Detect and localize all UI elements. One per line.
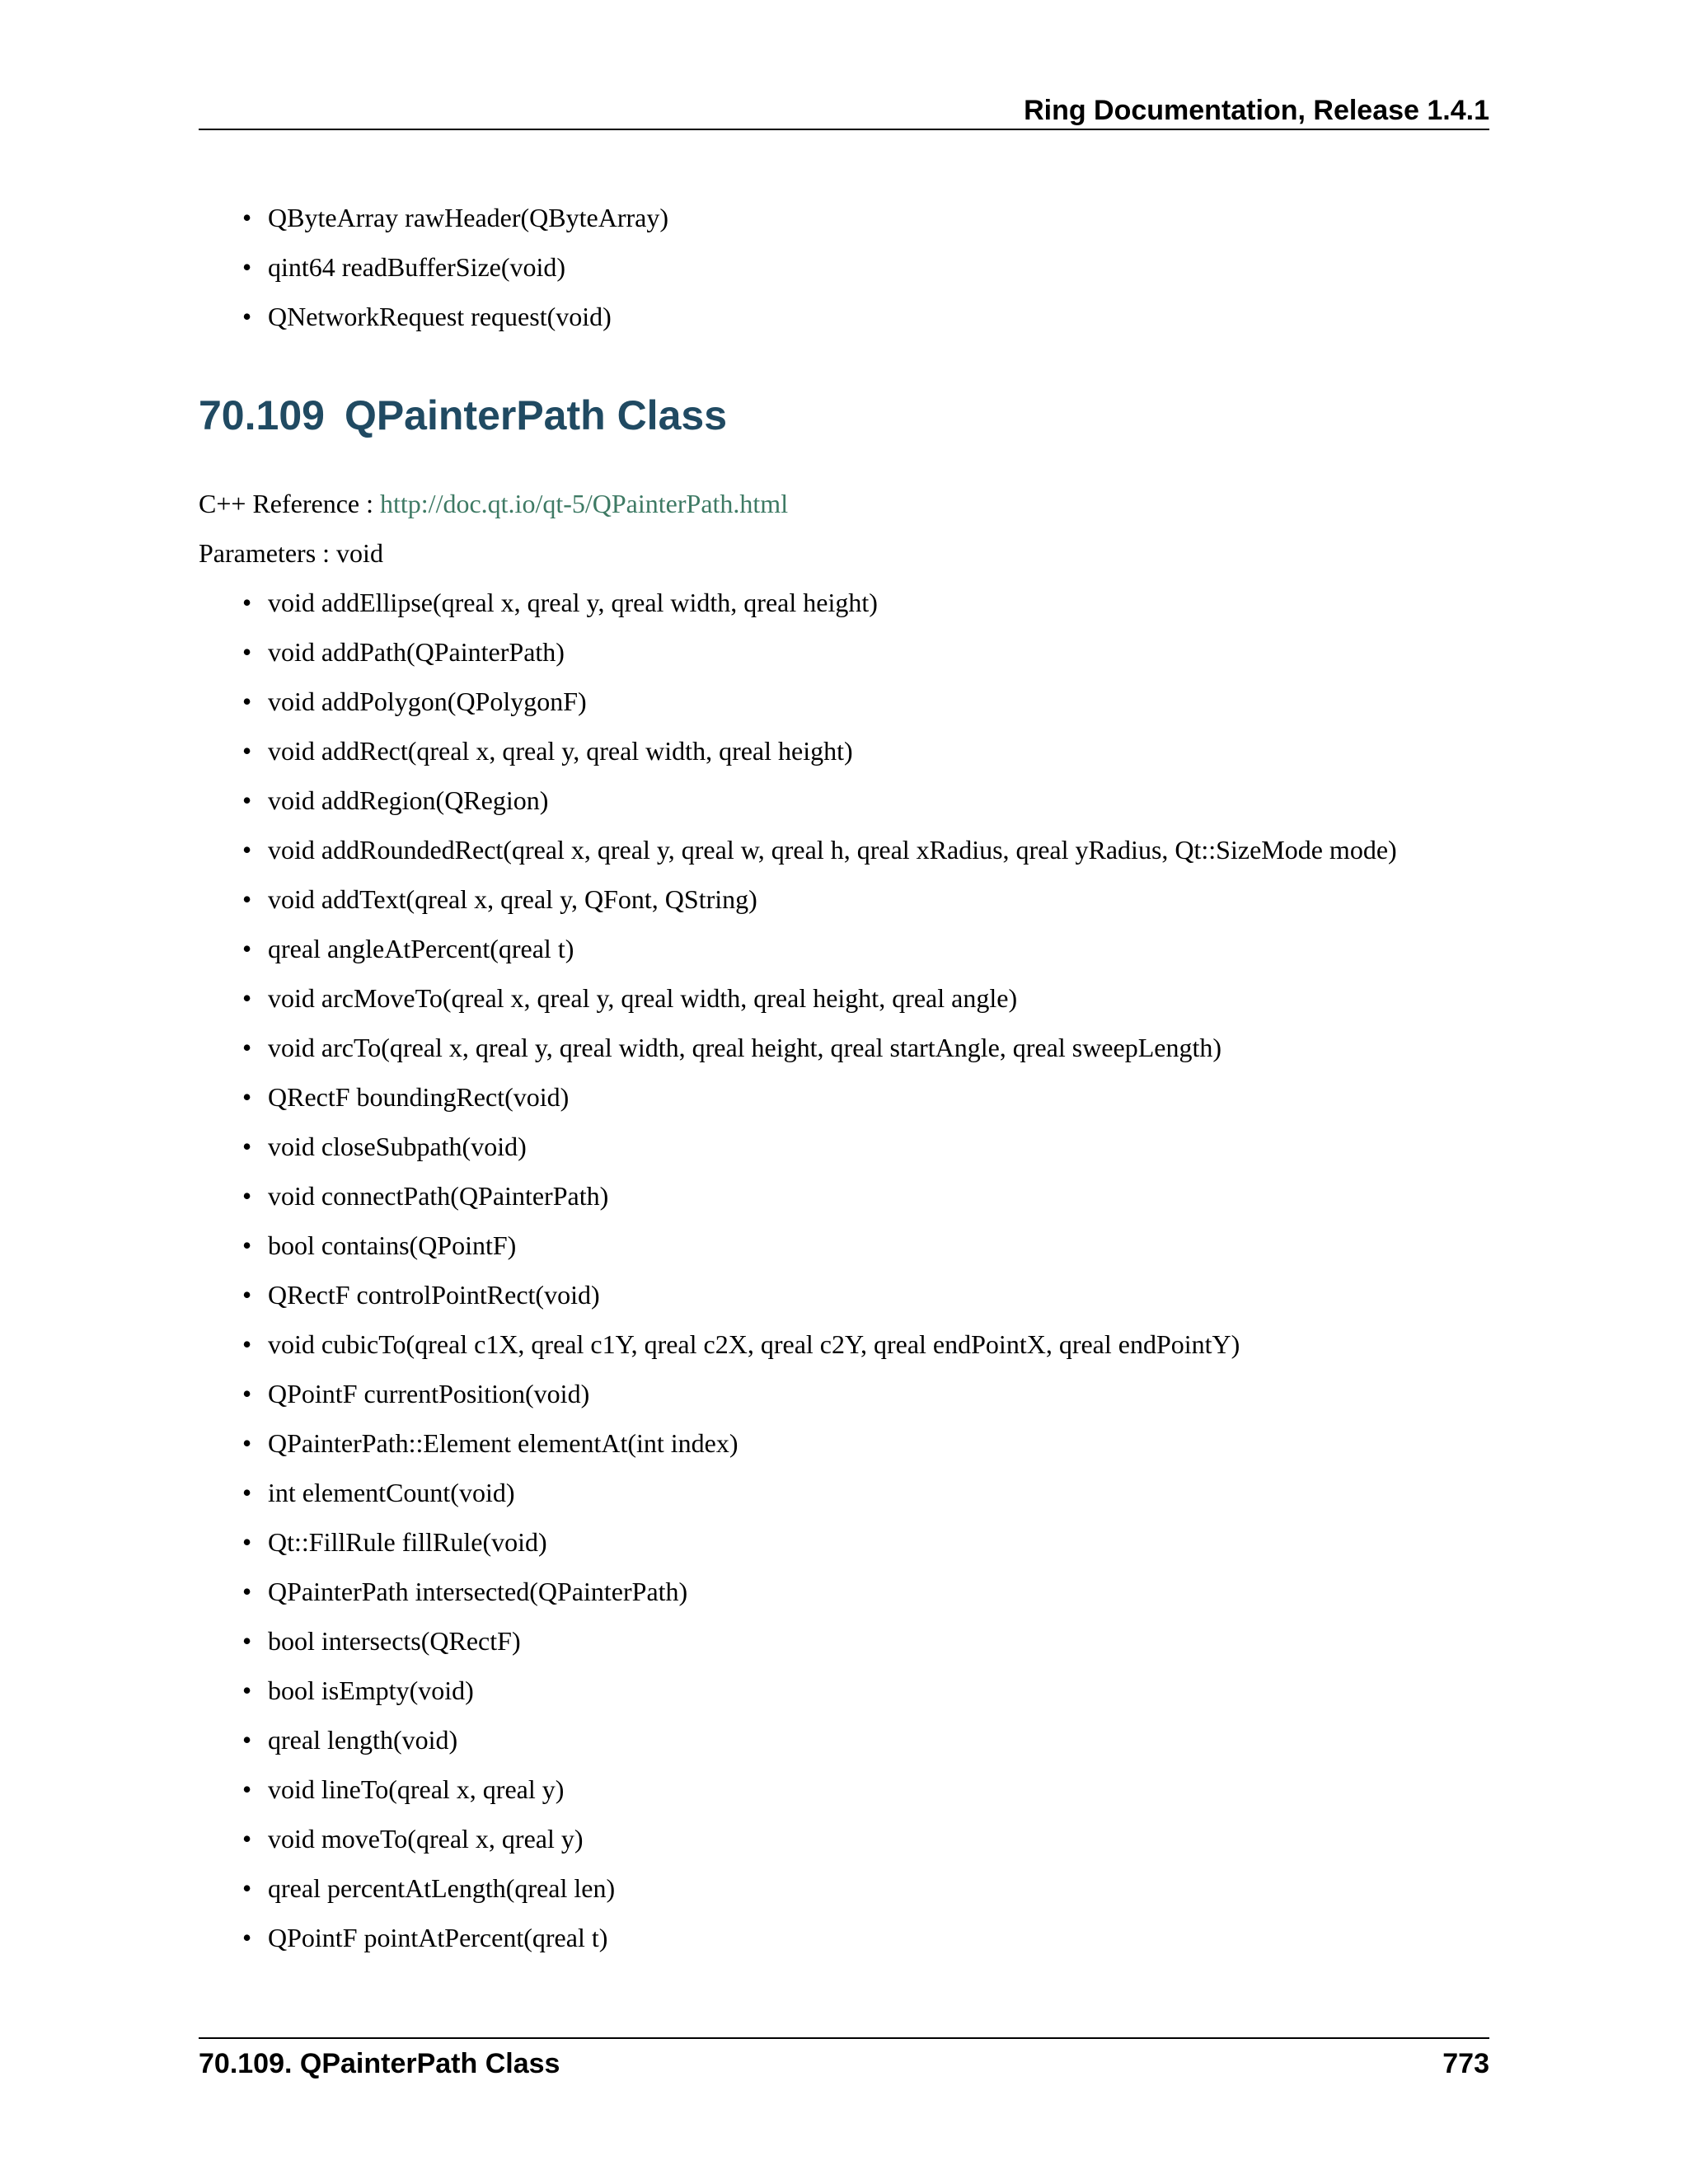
bullet-icon: • <box>242 1626 252 1656</box>
bullet-icon: • <box>242 1181 252 1211</box>
method-signature: void moveTo(qreal x, qreal y) <box>268 1824 584 1854</box>
method-signature: Qt::FillRule fillRule(void) <box>268 1527 547 1557</box>
list-item <box>242 734 1479 767</box>
bullet-icon: • <box>242 687 252 716</box>
list-item <box>242 1872 1479 1905</box>
list-item <box>242 1526 1479 1558</box>
bullet-icon: • <box>242 1379 252 1408</box>
list-item <box>242 586 1479 619</box>
method-signature: int elementCount(void) <box>268 1478 515 1507</box>
method-signature: qreal length(void) <box>268 1725 458 1755</box>
method-signature: void addRegion(QRegion) <box>268 785 549 815</box>
method-signature: void addPath(QPainterPath) <box>268 637 565 667</box>
method-signature: QPainterPath::Element elementAt(int index) <box>268 1428 738 1458</box>
list-item <box>242 982 1479 1015</box>
method-signature: QPointF currentPosition(void) <box>268 1379 590 1408</box>
bullet-icon: • <box>242 983 252 1013</box>
list-item <box>242 1229 1479 1262</box>
list-item <box>242 1377 1479 1410</box>
list-item <box>242 1130 1479 1163</box>
bullet-icon: • <box>242 1824 252 1854</box>
bullet-icon: • <box>242 736 252 766</box>
list-item <box>242 1080 1479 1113</box>
list-item <box>242 784 1479 817</box>
method-signature: QRectF controlPointRect(void) <box>268 1280 600 1310</box>
page-number: 773 <box>1442 2048 1489 2079</box>
list-item <box>242 1624 1479 1657</box>
list-item <box>242 1179 1479 1212</box>
bullet-icon: • <box>242 1132 252 1161</box>
method-signature: void addRect(qreal x, qreal y, qreal width, qreal height) <box>268 736 853 766</box>
list-item <box>242 300 1479 333</box>
list-item <box>242 932 1479 965</box>
section-title: QPainterPath Class <box>344 392 727 438</box>
list-item <box>242 1921 1479 1954</box>
bullet-icon: • <box>242 1082 252 1112</box>
list-item <box>242 1427 1479 1460</box>
list-item <box>242 883 1479 916</box>
method-signature: void lineTo(qreal x, qreal y) <box>268 1774 565 1804</box>
bullet-icon: • <box>242 785 252 815</box>
bullet-icon: • <box>242 1774 252 1804</box>
method-signature: void addRoundedRect(qreal x, qreal y, qreal w, qreal h, qreal xRadius, qreal yRadius, Qt::SizeMode mode) <box>268 835 1397 865</box>
method-signature: bool intersects(QRectF) <box>268 1626 521 1656</box>
method-signature: bool isEmpty(void) <box>268 1675 474 1705</box>
method-signature: qint64 readBufferSize(void) <box>268 252 566 282</box>
method-signature: QPointF pointAtPercent(qreal t) <box>268 1923 608 1952</box>
page-footer <box>199 2037 1489 2087</box>
list-item <box>242 1674 1479 1707</box>
method-signature: void connectPath(QPainterPath) <box>268 1181 609 1211</box>
method-signature: qreal percentAtLength(qreal len) <box>268 1873 616 1903</box>
bullet-icon: • <box>242 252 252 282</box>
method-signature: void cubicTo(qreal c1X, qreal c1Y, qreal c2X, qreal c2Y, qreal endPointX, qreal endPointY) <box>268 1329 1240 1359</box>
bullet-icon: • <box>242 884 252 914</box>
reference-line <box>199 487 788 520</box>
bullet-icon: • <box>242 1230 252 1260</box>
list-item <box>242 1575 1479 1608</box>
footer-section-title: 70.109. QPainterPath Class <box>199 2048 560 2079</box>
bullet-icon: • <box>242 1675 252 1705</box>
list-item <box>242 1822 1479 1855</box>
bullet-icon: • <box>242 588 252 617</box>
method-signature: void arcTo(qreal x, qreal y, qreal width, qreal height, qreal startAngle, qreal sweepLength) <box>268 1033 1221 1062</box>
bullet-icon: • <box>242 1329 252 1359</box>
reference-label: C++ Reference : <box>199 489 373 518</box>
bullet-icon: • <box>242 1478 252 1507</box>
bullet-icon: • <box>242 1577 252 1606</box>
list-item <box>242 1773 1479 1806</box>
list-item <box>242 251 1479 284</box>
method-list <box>242 586 1479 1971</box>
list-item <box>242 1328 1479 1361</box>
section-heading <box>199 391 727 440</box>
bullet-icon: • <box>242 637 252 667</box>
method-signature: bool contains(QPointF) <box>268 1230 517 1260</box>
method-signature: void addPolygon(QPolygonF) <box>268 687 587 716</box>
bullet-icon: • <box>242 1923 252 1952</box>
bullet-icon: • <box>242 934 252 963</box>
method-signature: void addText(qreal x, qreal y, QFont, QString) <box>268 884 757 914</box>
bullet-icon: • <box>242 302 252 331</box>
previous-method-list <box>242 201 1479 349</box>
list-item <box>242 1723 1479 1756</box>
list-item <box>242 1278 1479 1311</box>
parameters-line: Parameters : void <box>199 538 383 568</box>
bullet-icon: • <box>242 1873 252 1903</box>
method-signature: QPainterPath intersected(QPainterPath) <box>268 1577 688 1606</box>
method-signature: void addEllipse(qreal x, qreal y, qreal width, qreal height) <box>268 588 878 617</box>
method-signature: QNetworkRequest request(void) <box>268 302 612 331</box>
bullet-icon: • <box>242 835 252 865</box>
list-item <box>242 833 1479 866</box>
section-number: 70.109 <box>199 392 325 438</box>
bullet-icon: • <box>242 1428 252 1458</box>
reference-link[interactable]: http://doc.qt.io/qt-5/QPainterPath.html <box>380 489 789 518</box>
bullet-icon: • <box>242 203 252 232</box>
bullet-icon: • <box>242 1280 252 1310</box>
method-signature: void arcMoveTo(qreal x, qreal y, qreal width, qreal height, qreal angle) <box>268 983 1018 1013</box>
bullet-icon: • <box>242 1527 252 1557</box>
list-item <box>242 1031 1479 1064</box>
method-signature: qreal angleAtPercent(qreal t) <box>268 934 574 963</box>
page-header <box>199 89 1489 130</box>
bullet-icon: • <box>242 1725 252 1755</box>
list-item <box>242 635 1479 668</box>
list-item <box>242 1476 1479 1509</box>
list-item <box>242 201 1479 234</box>
bullet-icon: • <box>242 1033 252 1062</box>
method-signature: void closeSubpath(void) <box>268 1132 527 1161</box>
header-title: Ring Documentation, Release 1.4.1 <box>1024 95 1489 126</box>
list-item <box>242 685 1479 718</box>
method-signature: QRectF boundingRect(void) <box>268 1082 570 1112</box>
method-signature: QByteArray rawHeader(QByteArray) <box>268 203 668 232</box>
